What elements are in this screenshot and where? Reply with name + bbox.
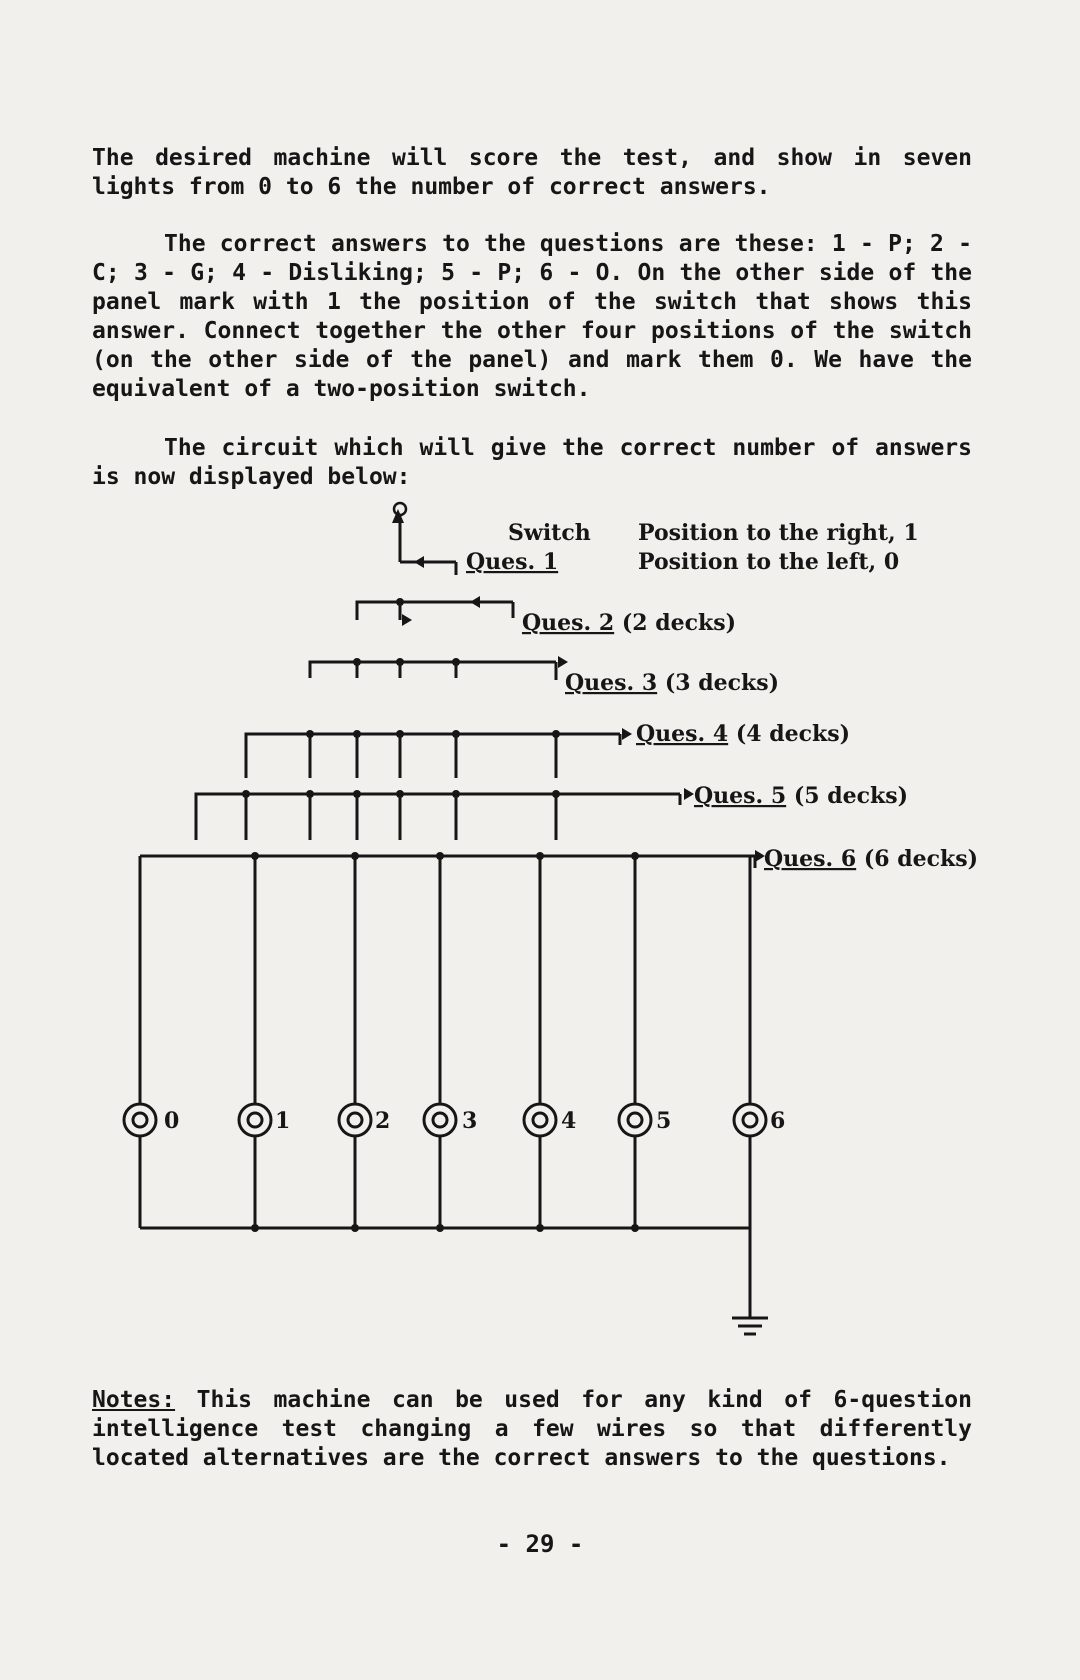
switch-ques-6	[140, 856, 755, 868]
ques-4-label: Ques. 4 (4 decks)	[636, 721, 851, 747]
intro-paragraph: The desired machine will score the test, and show in seven lights from 0 to 6 the number of correct answers.	[92, 145, 972, 200]
switch-ques-1	[400, 562, 456, 575]
switch-ques-4	[246, 734, 620, 778]
ques-5-label: Ques. 5 (5 decks)	[694, 783, 909, 809]
lamp-label-3: 3	[462, 1108, 478, 1134]
lamp-6-icon	[734, 1104, 766, 1136]
ground-icon	[732, 1318, 768, 1334]
lamp-label-5: 5	[656, 1108, 672, 1134]
lamp-label-2: 2	[375, 1108, 391, 1134]
ques-2-label: Ques. 2 (2 decks)	[522, 610, 737, 636]
page-number: - 29 -	[496, 1530, 584, 1558]
switch-ques-2	[357, 602, 513, 620]
notes-heading: Notes:	[92, 1387, 176, 1413]
lamp-2-icon	[339, 1104, 371, 1136]
lamp-3-icon	[424, 1104, 456, 1136]
lamp-5-icon	[619, 1104, 651, 1136]
lamp-label-0: 0	[164, 1108, 180, 1134]
lamp-wires	[140, 856, 750, 1103]
circuit-intro-paragraph: The circuit which will give the correct number of answers is now displayed below:	[92, 435, 972, 490]
legend-right-position: Position to the right, 1	[638, 520, 919, 546]
switch-ques-3	[310, 662, 556, 680]
lamp-0-icon	[124, 1104, 156, 1136]
lamp-label-4: 4	[561, 1108, 577, 1134]
switch-ques-5	[196, 794, 680, 840]
ques-1-label: Ques. 1	[466, 549, 559, 575]
supply-terminal	[394, 503, 406, 515]
lamp-1-icon	[239, 1104, 271, 1136]
notes-paragraph: Notes: This machine can be used for any kind of 6-question intelligence test changing a few wires so that differently located alternatives are the correct answers to the questions.	[92, 1387, 972, 1471]
lamp-4-icon	[524, 1104, 556, 1136]
legend-switch-label: Switch	[508, 520, 591, 546]
legend-left-position: Position to the left, 0	[638, 549, 900, 575]
answers-paragraph: The correct answers to the questions are these: 1 - P; 2 - C; 3 - G; 4 - Disliking; 5 - P; 6 - O. On the other side of the panel mark with 1 the position of the switch that shows this answer. Connect together the other four positions of the switch (on the other side of the panel) and mark them 0. We have the equivalent of a two-position switch.	[92, 231, 972, 402]
lamp-label-6: 6	[770, 1108, 786, 1134]
lamp-label-1: 1	[275, 1108, 291, 1134]
return-bus	[140, 1137, 750, 1318]
ques-6-label: Ques. 6 (6 decks)	[764, 846, 979, 872]
ques-3-label: Ques. 3 (3 decks)	[565, 670, 780, 696]
